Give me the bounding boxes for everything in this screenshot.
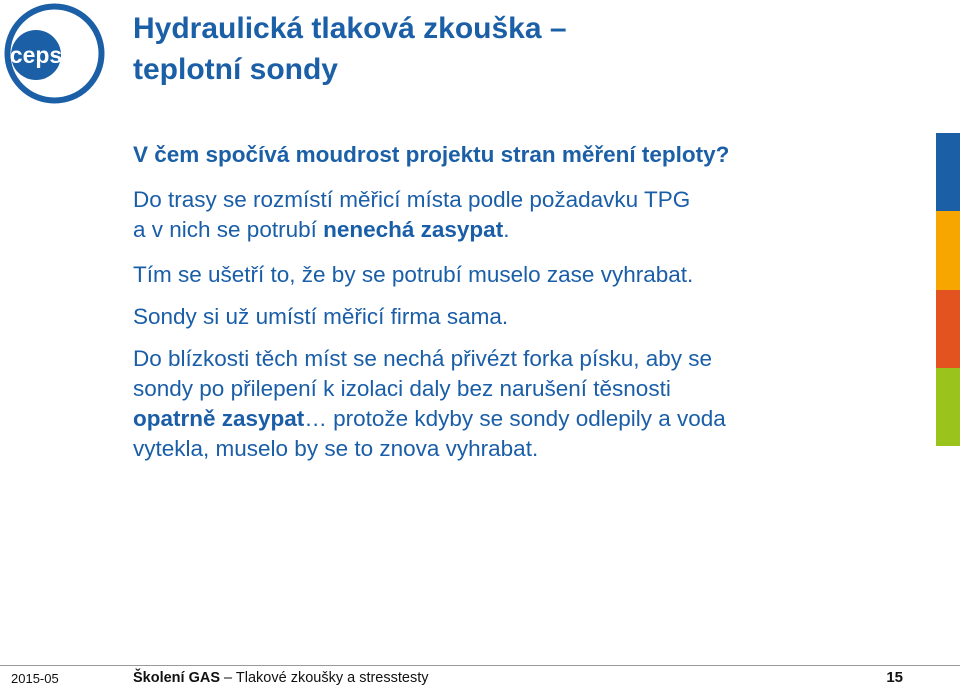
brand-color-bar — [936, 133, 960, 446]
paragraph-placement — [133, 185, 913, 245]
footer-title — [133, 670, 428, 687]
paragraph-placement-line-2 — [133, 215, 913, 245]
footer-divider — [0, 665, 960, 666]
line-2-suffix: . — [503, 217, 510, 242]
stripe-yellow — [936, 211, 960, 289]
paragraph-sand-line-1: Do blízkosti těch míst se nechá přivézt forka písku, aby se — [133, 346, 713, 371]
slide-title — [133, 8, 913, 90]
paragraph-placement-line-1: Do trasy se rozmístí měřicí místa podle požadavku TPG — [133, 187, 691, 212]
emphasis-careful-backfill: opatrně zasypat — [133, 406, 305, 431]
stripe-green — [936, 368, 960, 446]
logo-text: ceps — [9, 42, 63, 68]
footer-date: 2015-05 — [11, 671, 59, 686]
stripe-orange — [936, 290, 960, 368]
title-line-2: teplotní sondy — [133, 53, 338, 86]
slide-body — [133, 140, 913, 464]
line-3-suffix: … protože kdyby se sondy odlepily a voda — [304, 406, 726, 431]
paragraph-savings: Tím se ušetří to, že by se potrubí muselo zase vyhrabat. — [133, 262, 694, 287]
page-number: 15 — [886, 669, 903, 686]
paragraph-sand — [133, 344, 913, 464]
stripe-blue — [936, 133, 960, 211]
ceps-logo — [4, 3, 105, 104]
title-line-1: Hydraulická tlaková zkouška – — [133, 12, 567, 45]
paragraph-sand-line-3 — [133, 404, 913, 434]
footer-title-bold: Školení GAS — [133, 670, 221, 686]
footer-title-rest: – Tlakové zkoušky a stresstesty — [220, 670, 429, 686]
emphasis-not-backfill: nenechá zasypat — [323, 217, 504, 242]
paragraph-sand-line-4: vytekla, muselo by se to znova vyhrabat. — [133, 436, 539, 461]
paragraph-probes: Sondy si už umístí měřicí firma sama. — [133, 304, 509, 329]
question-heading: V čem spočívá moudrost projektu stran měření teploty? — [133, 142, 730, 167]
paragraph-sand-line-2: sondy po přilepení k izolaci daly bez narušení těsnosti — [133, 376, 671, 401]
line-2-prefix: a v nich se potrubí — [133, 217, 324, 242]
